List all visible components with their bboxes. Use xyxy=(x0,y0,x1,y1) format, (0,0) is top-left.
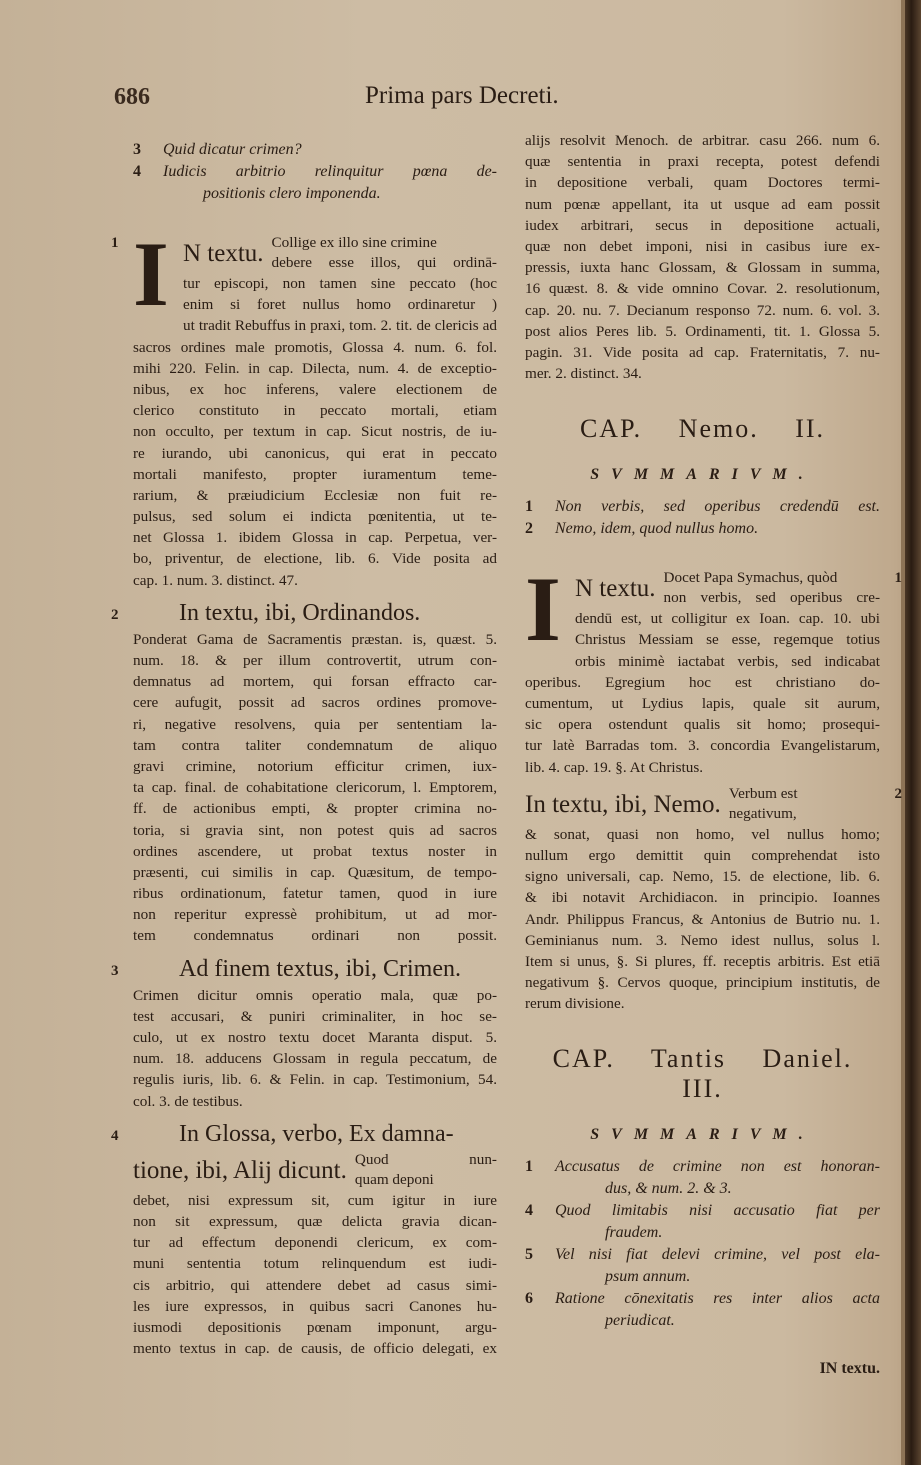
text-line: re iurando, ubi canonicus, qui erat in peccato xyxy=(133,444,497,462)
text-line: fraudem. xyxy=(605,1224,663,1242)
text-line: operibus. Egregium hoc est christiano do- xyxy=(525,673,880,691)
text-line: dendū est, ut colligitur ex Ioan. cap. 10. ubi xyxy=(575,610,880,628)
margin-number: 4 xyxy=(111,1127,119,1144)
summary-number: 1 xyxy=(525,1158,533,1176)
text-line: debere esse illos, qui ordinā- xyxy=(271,254,497,271)
lemma-text: N textu. xyxy=(183,240,264,267)
paragraph xyxy=(133,985,497,1112)
text-line: col. 3. de testibus. xyxy=(133,1092,243,1110)
heading-text: In Glossa, verbo, Ex damna- xyxy=(179,1120,454,1147)
summary-item xyxy=(525,1156,880,1200)
summary-text xyxy=(555,496,880,518)
text-line: tam contra taliter condemnatum de aliquo xyxy=(133,736,497,754)
margin-number: 2 xyxy=(894,785,902,802)
text-line: pressis, iuxta hanc Glossam, & Glossam in summa, xyxy=(525,259,880,277)
text-line: muni sententia totum relinquendum est iudi- xyxy=(133,1255,497,1273)
text-line: Iudicis arbitrio relinquitur pœna de- xyxy=(163,163,497,180)
lemma-gloss xyxy=(664,568,880,608)
text-line: Docet Papa Symachus, quòd xyxy=(663,569,838,587)
text-line: Christus Messiam se esse, regemque totius xyxy=(575,631,880,649)
lemma-paragraph xyxy=(525,784,902,1015)
text-line: Quid dicatur crimen? xyxy=(163,141,302,158)
text-line: quam deponi xyxy=(354,1170,434,1188)
lemma-text: In textu, ibi, Nemo. xyxy=(525,790,721,818)
text-line: negativum §. Cervos quoque, principium institutis, de xyxy=(525,974,880,992)
heading-text: In textu, ibi, Ordinandos. xyxy=(179,599,421,626)
text-line: mortali manifesto, propter iuramentum teme- xyxy=(133,465,497,483)
text-line: net Glossa 1. ibidem Glossa in cap. Perpetua, ver- xyxy=(133,529,497,547)
lemma-row xyxy=(133,1150,497,1190)
text-line: pagin. 31. Vide posita ad cap. Fraternitatis, 7. nu- xyxy=(525,343,880,361)
left-column xyxy=(111,139,497,1363)
text-line: tur ad effectum deponendi clericum, ex com- xyxy=(133,1234,497,1252)
drop-cap: I xyxy=(133,223,169,325)
chapter-heading: CAP. Tantis Daniel. III. xyxy=(552,1044,853,1104)
margin-number: 1 xyxy=(894,570,902,587)
lemma-text: N textu. xyxy=(575,575,656,603)
text-line: tur latè Barradas tom. 3. concordia Evangelistarum, xyxy=(525,737,880,755)
text-line: quæ non debet imponi, nisi in casibus iure ex- xyxy=(525,237,880,255)
summary-number: 4 xyxy=(133,163,141,180)
summary-number: 3 xyxy=(133,141,141,158)
lemma-text: tione, ibi, Alij dicunt. xyxy=(133,1156,347,1184)
summary-list xyxy=(525,496,880,540)
text-line: sic opera ostendunt qualis sit homo; prosequi- xyxy=(525,716,880,734)
paragraph xyxy=(133,629,497,947)
running-title: Prima pars Decreti. xyxy=(365,82,559,109)
summary-text xyxy=(555,1200,880,1244)
text-line: post alios Peres lib. 5. Ordinamenti, tit. 1. Glossa 5. xyxy=(525,322,880,340)
text-line: num pœnæ appellant, ita ut usque ad eam possit xyxy=(525,195,880,213)
page-number: 686 xyxy=(114,84,150,110)
text-line: quæ sententia in praxi recepta, potest defendi xyxy=(525,153,880,171)
text-line: ordines ascendere, ut probat textus noster in xyxy=(133,842,497,860)
summary-number: 2 xyxy=(525,520,533,538)
heading-text: Ad finem textus, ibi, Crimen. xyxy=(179,955,461,982)
summary-text xyxy=(555,1288,880,1332)
text-line: & sonat, quasi non homo, vel nullus homo; xyxy=(525,825,880,843)
text-line: signo universali, cap. Nemo, 15. de electione, lib. 6. xyxy=(525,868,880,886)
lemma-gloss xyxy=(729,784,880,824)
text-line: iusmodi depositionis pœnam imponunt, argu- xyxy=(133,1318,497,1336)
text-line: Ratione cōnexitatis res inter alios acta xyxy=(555,1290,880,1308)
summary-number: 5 xyxy=(525,1246,533,1264)
text-line: Nemo, idem, quod nullus homo. xyxy=(555,520,759,538)
text-line: positionis clero imponenda. xyxy=(203,185,381,202)
text-line: ri, negative resolvens, quia per sententiam la- xyxy=(133,715,497,733)
text-line: rarium, & præiudicium Ecclesiæ non fuit re- xyxy=(133,486,497,504)
text-line: Geminianus num. 3. Nemo idest nullus, solus l. xyxy=(525,931,880,949)
summarium-title: SVMMARIVM. xyxy=(590,1126,815,1144)
text-line: pulsus, sed solum ei indicta pœnitentia, ut te- xyxy=(133,508,497,526)
text-line: mihi 220. Felin. in cap. Dilecta, num. 4. de exceptio- xyxy=(133,359,497,377)
summary-item xyxy=(525,518,880,540)
paragraph xyxy=(525,130,880,384)
text-line: num. 18. adducens Glossam in regula peccatum, de xyxy=(133,1050,497,1068)
text-line: & ibi notavit Archidiacon. in principio. Ioannes xyxy=(525,889,880,907)
summary-text xyxy=(163,161,497,205)
book-binding xyxy=(905,0,921,1465)
text-line: nullum ergo demittit quin comprehendat isto xyxy=(525,846,880,864)
text-line: les iure expressos, in quibus sacri Canones hu- xyxy=(133,1297,497,1315)
section-heading xyxy=(111,1118,497,1150)
summary-text xyxy=(555,1156,880,1200)
text-line: ta cap. final. de cohabitatione clericorum, l. Emptorem, xyxy=(133,779,497,797)
summary-item xyxy=(133,161,497,205)
text-line: mento textus in cap. de causis, de officio delegati, ex xyxy=(133,1340,497,1358)
summary-item xyxy=(525,1244,880,1288)
section-heading xyxy=(111,597,497,629)
text-line: regulis iuris, lib. 6. & Felin. in cap. Testimonium, 54. xyxy=(133,1071,497,1089)
summary-number: 6 xyxy=(525,1290,533,1308)
summary-number: 4 xyxy=(525,1202,533,1220)
text-line: Ponderat Gama de Sacramentis præstan. is, quæst. 5. xyxy=(133,630,497,648)
margin-number: 3 xyxy=(111,962,119,979)
text-line: negativum, xyxy=(728,804,797,822)
margin-number: 2 xyxy=(111,606,119,623)
drop-cap: I xyxy=(525,558,561,661)
text-line: clerico constituto in peccato mortali, etiam xyxy=(133,402,497,420)
text-line: non sit expressum, quæ delicta gravia dican- xyxy=(133,1212,497,1230)
text-line: debet, nisi expressum sit, cum igitur in iure xyxy=(133,1191,497,1209)
text-line: Crimen dicitur omnis operatio mala, quæ po- xyxy=(133,986,497,1004)
initial-paragraph xyxy=(525,558,902,778)
text-line: iudex arbitrari, secus in depositione actuali, xyxy=(525,216,880,234)
summary-number: 1 xyxy=(525,498,533,516)
text-line: demnatus ad mortem, qui forsan effracto car- xyxy=(133,673,497,691)
text-line: nibus, ex hoc inferens, valere electionem de xyxy=(133,380,497,398)
text-line: Item si unus, §. Si plures, ff. receptis arbitris. Est etiā xyxy=(525,952,880,970)
margin-number: 1 xyxy=(111,235,119,251)
text-line: gravi crimine, notorium efficitur crimen, iux- xyxy=(133,757,497,775)
text-line: non reperitur expressè prohibitum, ut ad mor- xyxy=(133,906,497,924)
lemma-gloss xyxy=(355,1150,497,1190)
summary-list xyxy=(525,1156,880,1332)
lemma-gloss xyxy=(272,233,497,273)
lemma-row xyxy=(525,784,880,824)
text-line: ff. de actionibus empti, & propter crimina no- xyxy=(133,800,497,818)
text-line: num. 18. & per illum controvertit, utrum con- xyxy=(133,652,497,669)
initial-paragraph xyxy=(111,223,497,591)
text-line: psum annum. xyxy=(605,1268,691,1286)
text-line: ribus ordinationum, fatetur tamen, quod in iure xyxy=(133,885,497,903)
summary-text xyxy=(163,139,497,161)
text-line: cap. 20. nu. 7. Decianum responso 72. num. 6. vol. 3. xyxy=(525,301,880,319)
summary-text xyxy=(555,518,880,540)
text-line: ut tradit Rebuffus in praxi, tom. 2. tit. de clericis ad xyxy=(183,317,497,335)
text-line: orbis minimè iactabat verbis, sed indicabat xyxy=(575,652,880,670)
text-line: culo, ut ex nostro textu docet Maranta disput. 5. xyxy=(133,1029,497,1046)
text-line: Non verbis, sed operibus credendū est. xyxy=(555,498,880,516)
text-line: in depositione verbali, quam Doctores termi- xyxy=(525,174,880,192)
text-line: sacros ordines male promotis, Glossa 4. num. 6. fol. xyxy=(133,338,497,356)
chapter-heading: CAP. Nemo. II. xyxy=(579,414,826,444)
section-heading xyxy=(111,953,497,985)
text-line: rerum divisione. xyxy=(525,995,625,1013)
summary-list xyxy=(133,139,497,205)
summarium-title: SVMMARIVM. xyxy=(590,466,815,484)
text-line: tur episcopi, non tamen sine peccato (hoc xyxy=(183,275,497,292)
summary-text xyxy=(555,1244,880,1288)
text-line: tem condemnatus ordinari non possit. xyxy=(133,927,497,945)
summary-item xyxy=(525,1288,880,1332)
text-line: cumentum, ut Lydius lapis, quale sit aurum, xyxy=(525,695,880,712)
summary-item xyxy=(525,496,880,518)
summary-item xyxy=(525,1200,880,1244)
text-line: Andr. Philippus Francus, & Antonius de Butrio nu. 1. xyxy=(525,910,880,928)
text-line: cis arbitrio, qui attendere debet ad casus simi- xyxy=(133,1276,497,1294)
text-line: dus, & num. 2. & 3. xyxy=(605,1180,732,1198)
text-line: cap. 1. num. 3. distinct. 47. xyxy=(133,571,298,589)
lemma-row xyxy=(183,233,497,273)
text-line: Quod nun- xyxy=(354,1150,497,1168)
text-line: lib. 4. cap. 19. §. At Christus. xyxy=(525,758,704,776)
text-line: bo, priventur, de electione, lib. 6. Vide posita ad xyxy=(133,550,497,568)
text-line: mer. 2. distinct. 34. xyxy=(525,365,642,383)
lemma-paragraph xyxy=(133,1150,497,1360)
text-line: test accusari, & puniri criminaliter, in hoc se- xyxy=(133,1007,497,1025)
text-line: Accusatus de crimine non est honoran- xyxy=(555,1158,880,1176)
catchword: IN textu. xyxy=(819,1360,880,1378)
text-line: Verbum est xyxy=(728,784,798,802)
text-line: cere aufugit, possit ad sacros ordines promove- xyxy=(133,694,497,712)
summary-item xyxy=(133,139,497,161)
text-line: toria, si gravia sint, non potest quis ad sacros xyxy=(133,821,497,839)
lemma-row xyxy=(575,568,880,608)
text-line: 16 quæst. 8. & vide omnino Covar. 2. resolutionum, xyxy=(525,280,880,298)
text-line: Collige ex illo sine crimine xyxy=(271,234,437,251)
text-line: Quod limitabis nisi accusatio fiat per xyxy=(555,1202,880,1220)
text-line: præsenti, cui similis in cap. Quæsitum, de tempo- xyxy=(133,863,497,881)
text-line: alijs resolvit Menoch. de arbitrar. casu 266. num 6. xyxy=(525,132,880,149)
text-line: non occulto, per textum in cap. Sicut nostris, de iu- xyxy=(133,423,497,441)
text-line: periudicat. xyxy=(605,1312,675,1330)
text-line: enim si foret nullus homo ordinaretur ) xyxy=(183,296,497,314)
right-column xyxy=(525,130,902,1378)
text-line: Vel nisi fiat delevi crimine, vel post ela- xyxy=(555,1246,880,1264)
text-line: non verbis, sed operibus cre- xyxy=(663,589,880,607)
